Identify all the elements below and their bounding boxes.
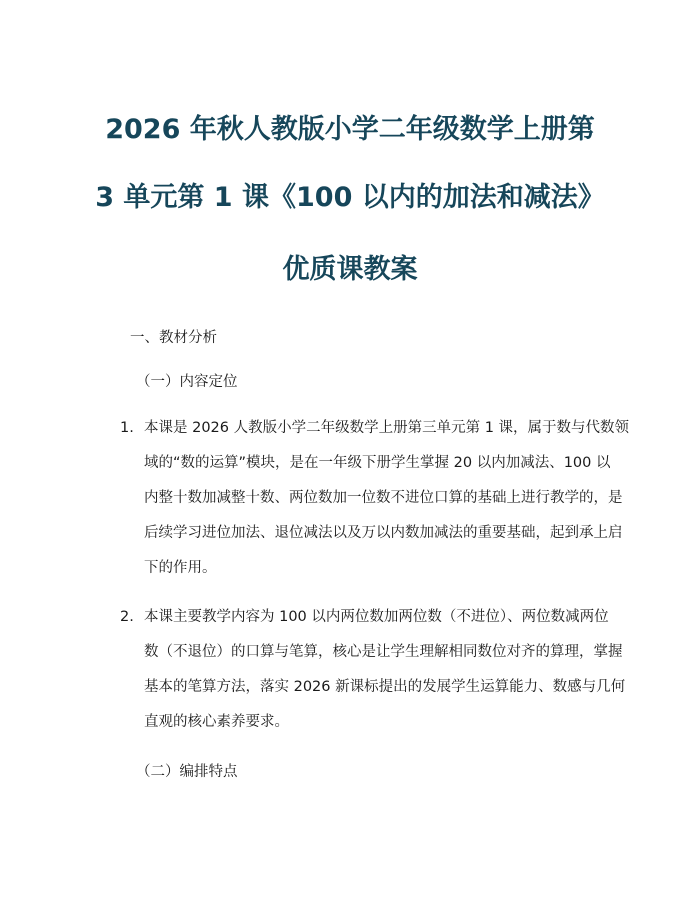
document-title-line-2: 3 单元第 1 课《100 以内的加法和减法》 [95,182,605,213]
document-title-line-1: 2026 年秋人教版小学二年级数学上册第 [105,114,595,145]
paragraph-line: 后续学习进位加法、退位减法以及万以内数加减法的重要基础，起到承上启 [144,525,623,541]
paragraph-line: 本课主要教学内容为 100 以内两位数加两位数（不进位）、两位数减两位 [144,609,609,625]
subsection-heading-layout-features: （二）编排特点 [136,764,238,780]
paragraph-line: 下的作用。 [144,560,217,576]
paragraph-line: 数（不退位）的口算与笔算，核心是让学生理解相同数位对齐的算理，掌握 [144,644,623,660]
paragraph-number: 2. [120,609,134,625]
paragraph-line: 本课是 2026 人教版小学二年级数学上册第三单元第 1 课，属于数与代数领 [144,420,630,436]
paragraph-line: 域的“数的运算”模块，是在一年级下册学生掌握 20 以内加减法、100 以 [144,455,611,471]
document-title-line-3: 优质课教案 [282,254,418,285]
paragraph-line: 直观的核心素养要求。 [144,714,289,730]
subsection-heading-content-position: （一）内容定位 [136,374,238,390]
paragraph-line: 基本的笔算方法，落实 2026 新课标提出的发展学生运算能力、数感与几何 [144,679,626,695]
section-heading: 一、教材分析 [130,330,217,346]
paragraph-line: 内整十数加减整十数、两位数加一位数不进位口算的基础上进行教学的，是 [144,490,623,506]
paragraph-number: 1. [120,420,134,436]
